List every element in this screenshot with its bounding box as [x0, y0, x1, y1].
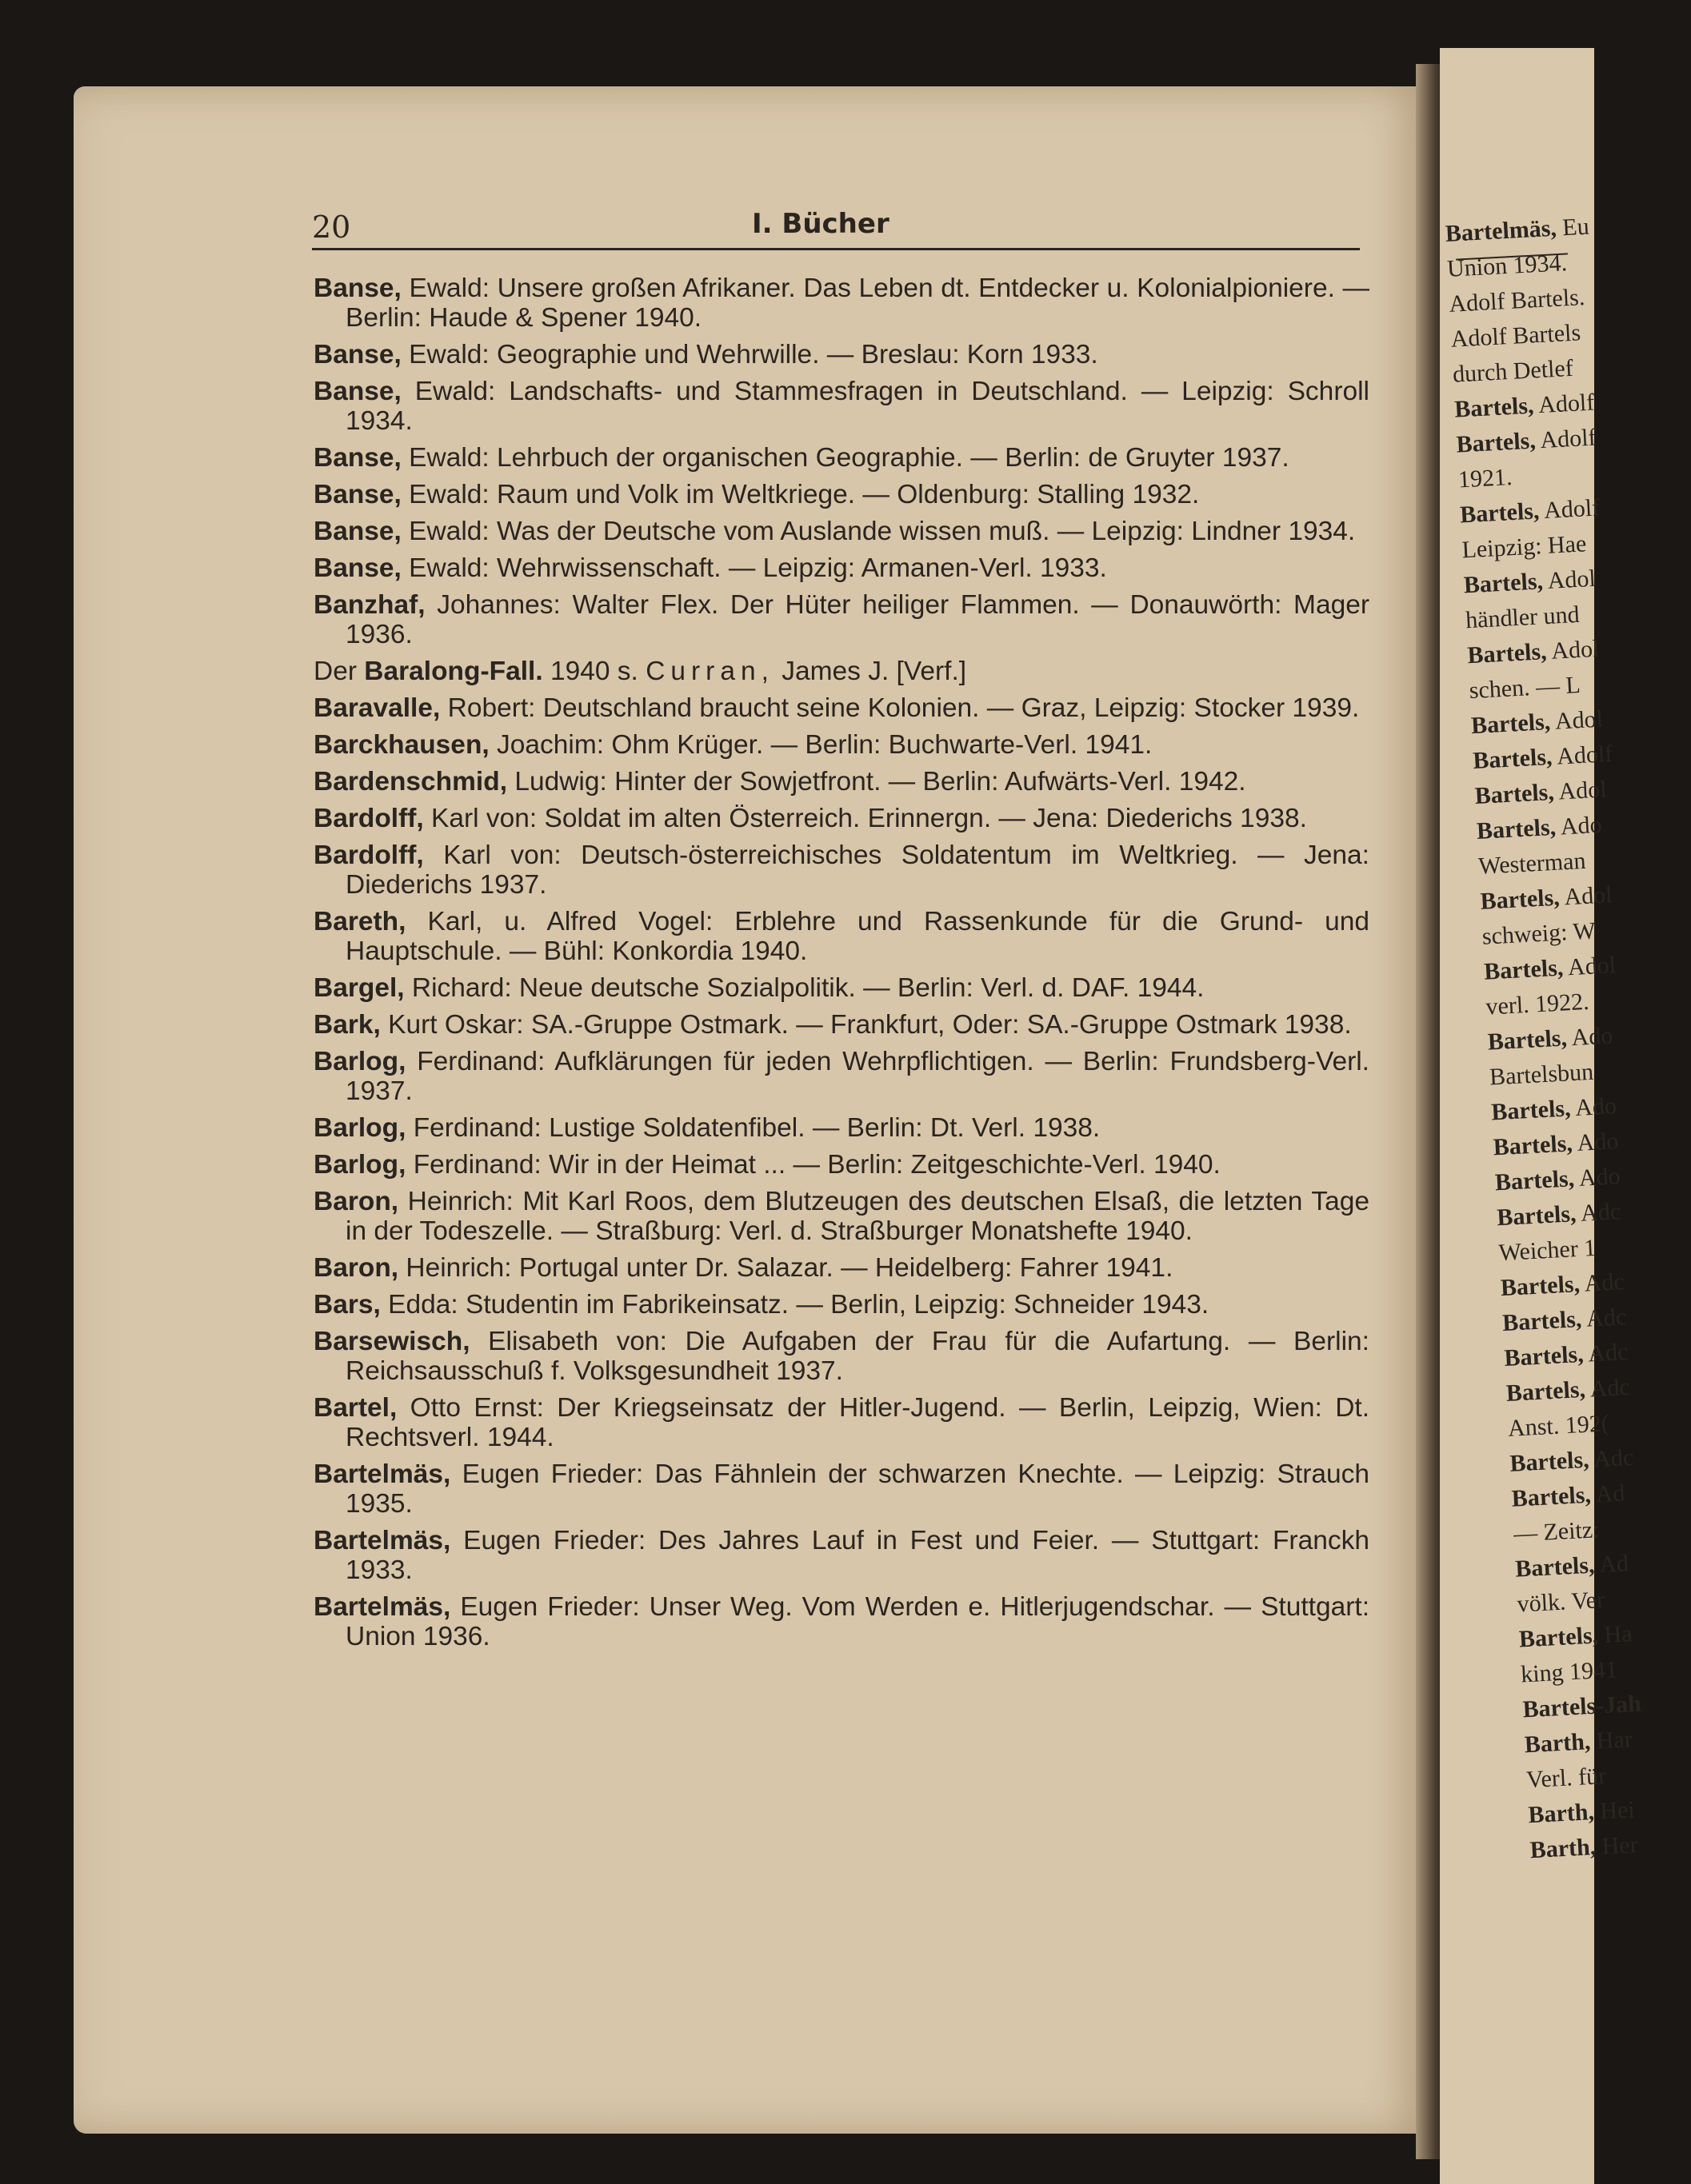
entry-reference-name: Curran,	[646, 657, 774, 686]
page-number: 20	[312, 210, 351, 245]
entry-author: Baravalle,	[314, 693, 441, 723]
right-entry-author: Bartels,	[1453, 392, 1535, 423]
entry-author: Banse,	[314, 553, 402, 583]
right-entry-text: Adol	[1558, 881, 1613, 911]
entry-text: Ewald: Geographie und Wehrwille. — Breslau: Korn 1933.	[401, 340, 1098, 369]
right-entry-text: Union 1934.	[1446, 250, 1568, 282]
right-entry-text: Anst. 192(	[1507, 1410, 1610, 1442]
right-page-entry	[1470, 705, 1632, 740]
entry-text: Ewald: Was der Deutsche vom Auslande wissen muß. — Leipzig: Lindner 1934.	[401, 517, 1356, 546]
right-entry-author: Bartels,	[1514, 1551, 1596, 1583]
right-entry-author: Bartels,	[1486, 1024, 1568, 1056]
right-entry-author: Bartels,	[1510, 1481, 1592, 1512]
entry-author: Bardolff,	[314, 804, 424, 833]
entry-author: Banse,	[314, 517, 402, 546]
page-header	[312, 206, 1360, 250]
right-page-entry	[1450, 317, 1612, 353]
right-book-page	[1440, 48, 1642, 2184]
entry-text: Eugen Frieder: Das Fähnlein der schwarzen Knechte. — Leipzig: Strauch 1935.	[346, 1459, 1369, 1519]
right-entry-author: Bartels,	[1503, 1340, 1585, 1372]
entry-author: Barlog,	[314, 1150, 406, 1180]
bibliography-entry	[314, 693, 1369, 723]
entry-text: 1940 s.	[542, 657, 646, 686]
right-entry-text: Adolf	[1534, 424, 1597, 454]
right-entry-text: Adc	[1579, 1268, 1625, 1297]
entry-text: Ewald: Unsere großen Afrikaner. Das Leben dt. Entdecker u. Kolonialpioniere. — Berlin: Haude & Spener 1940.	[346, 273, 1369, 333]
bibliography-entry	[314, 1592, 1369, 1651]
entry-author: Bareth,	[314, 907, 406, 936]
right-entry-text: händler und	[1465, 601, 1581, 634]
bibliography-entry	[314, 657, 1369, 686]
right-entry-text: Adol	[1553, 776, 1608, 805]
right-page-entry	[1463, 564, 1625, 599]
bibliography-entry	[314, 480, 1369, 509]
right-entry-text: Eu	[1555, 213, 1590, 242]
right-page-entry	[1461, 529, 1623, 564]
right-page-entry	[1445, 213, 1606, 248]
entry-author: Bartel,	[314, 1393, 398, 1423]
right-entry-text: Ado	[1573, 1163, 1621, 1192]
right-entry-text: verl. 1922.	[1485, 988, 1590, 1020]
right-entry-text: Adol	[1549, 705, 1604, 735]
right-entry-text: Weicher 1	[1497, 1234, 1597, 1267]
entry-text: Eugen Frieder: Des Jahres Lauf in Fest und Feier. — Stuttgart: Franckh 1933.	[346, 1526, 1369, 1585]
entry-text: Heinrich: Mit Karl Roos, dem Blutzeugen des deutschen Elsaß, die letzten Tage in der Todeszelle. — Straßburg: Verl. d. Straßburger Monatshefte 1940.	[346, 1187, 1369, 1246]
right-entry-author: Bartels,	[1494, 1165, 1575, 1196]
entry-author: Baralong-Fall.	[364, 657, 543, 686]
right-page-entry	[1480, 880, 1641, 915]
right-entry-text: Adol	[1545, 635, 1601, 665]
entry-author: Banzhaf,	[314, 590, 426, 620]
right-page-entry	[1457, 458, 1619, 493]
right-entry-author: Bartels,	[1466, 638, 1548, 669]
right-page-entry	[1454, 388, 1616, 423]
right-page-entry	[1498, 1232, 1660, 1267]
right-entry-text: Ad	[1589, 1479, 1626, 1508]
entry-author: Barckhausen,	[314, 730, 490, 760]
entry-text: Johannes: Walter Flex. Der Hüter heiliger Flammen. — Donauwörth: Mager 1936.	[346, 590, 1369, 649]
right-page-entry	[1518, 1618, 1680, 1653]
right-page-entry	[1501, 1302, 1663, 1337]
bibliography-entry	[314, 340, 1369, 369]
right-entry-text: schen. — L	[1468, 671, 1581, 705]
right-entry-text: Ado	[1555, 811, 1603, 840]
bibliography-entry	[314, 1150, 1369, 1180]
right-entry-text: Adol	[1562, 952, 1617, 981]
right-page-entry	[1528, 1794, 1689, 1829]
right-entry-text: king 1941	[1520, 1656, 1618, 1688]
bibliography-entry	[314, 1047, 1369, 1106]
right-entry-author: Barth,	[1529, 1833, 1597, 1864]
entry-text: Ewald: Lehrbuch der organischen Geographie. — Berlin: de Gruyter 1937.	[401, 443, 1289, 473]
right-entry-author: Bartels,	[1496, 1200, 1577, 1232]
right-page-entry	[1509, 1442, 1671, 1477]
bibliography-entry	[314, 1253, 1369, 1283]
right-entry-text: völk. Ver	[1516, 1586, 1605, 1618]
entry-text: Karl, u. Alfred Vogel: Erblehre und Rassenkunde für die Grund- und Hauptschule. — Bühl: Konkordia 1940.	[346, 907, 1369, 966]
right-page-entry	[1507, 1407, 1669, 1442]
entry-text: Karl von: Soldat im alten Österreich. Erinnergn. — Jena: Diederichs 1938.	[423, 804, 1307, 833]
entry-author: Barlog,	[314, 1113, 406, 1143]
entry-suffix: James J. [Verf.]	[774, 657, 967, 686]
right-entry-text: Adolf Bartels.	[1448, 283, 1586, 317]
right-page-entry	[1483, 950, 1645, 985]
right-page-entry	[1481, 915, 1643, 950]
entry-text: Kurt Oskar: SA.-Gruppe Ostmark. — Frankfurt, Oder: SA.-Gruppe Ostmark 1938.	[380, 1010, 1352, 1040]
right-entry-text: Adolf	[1538, 494, 1601, 525]
entry-text: Ewald: Raum und Volk im Weltkriege. — Oldenburg: Stalling 1932.	[401, 480, 1200, 509]
bibliography-entry	[314, 1393, 1369, 1452]
right-page-entry	[1469, 669, 1630, 705]
entry-text: Richard: Neue deutsche Sozialpolitik. — Berlin: Verl. d. DAF. 1944.	[404, 973, 1205, 1003]
right-page-entry	[1520, 1653, 1681, 1688]
bibliography-entry	[314, 1010, 1369, 1040]
right-page-entry	[1467, 634, 1629, 669]
right-entry-author: Bartels,	[1500, 1271, 1581, 1302]
right-entry-author: Barth,	[1524, 1728, 1592, 1759]
right-page-entry	[1522, 1688, 1684, 1723]
bibliography-entry	[314, 730, 1369, 760]
entry-text: Heinrich: Portugal unter Dr. Salazar. — Heidelberg: Fahrer 1941.	[398, 1253, 1173, 1283]
entry-author: Banse,	[314, 273, 402, 303]
right-page-entry	[1459, 493, 1621, 529]
right-entry-text: Adolf	[1551, 740, 1614, 770]
right-entry-author: Bartels,	[1455, 427, 1537, 458]
bibliography-entry	[314, 1113, 1369, 1143]
right-entry-author: Bartels,	[1473, 778, 1555, 809]
right-page-entry	[1449, 282, 1610, 317]
section-title: I. Bücher	[752, 208, 889, 240]
bibliography-entry	[314, 804, 1369, 833]
right-page-entries	[1445, 213, 1691, 1873]
right-entry-author: Bartels,	[1490, 1095, 1572, 1126]
entry-author: Barsewisch,	[314, 1327, 470, 1356]
entry-prefix: Der	[314, 657, 365, 686]
right-page-entry	[1452, 353, 1613, 388]
right-page-entry	[1476, 810, 1637, 845]
right-entry-author: Bartelmäs,	[1445, 214, 1557, 247]
bibliography-entry	[314, 907, 1369, 966]
entry-text: Edda: Studentin im Fabrikeinsatz. — Berlin, Leipzig: Schneider 1943.	[380, 1290, 1209, 1320]
right-entry-author: Bartels,	[1483, 954, 1565, 985]
right-entry-text: schweig: W	[1481, 917, 1597, 950]
right-page-entry	[1517, 1583, 1678, 1618]
right-entry-author: Bartels,	[1501, 1305, 1583, 1337]
right-entry-text: Westerman	[1477, 847, 1587, 880]
bibliography-entry	[314, 1290, 1369, 1320]
entry-text: Robert: Deutschland braucht seine Kolonien. — Graz, Leipzig: Stocker 1939.	[440, 693, 1360, 723]
right-page-entry	[1493, 1126, 1654, 1161]
right-page-entry	[1477, 844, 1639, 880]
bibliography-entry	[314, 377, 1369, 436]
entry-text: Ferdinand: Wir in der Heimat ... — Berlin: Zeitgeschichte-Verl. 1940.	[406, 1150, 1221, 1180]
bibliography-entry	[314, 840, 1369, 900]
entry-text: Joachim: Ohm Krüger. — Berlin: Buchwarte-Verl. 1941.	[489, 730, 1153, 760]
right-entry-author: Bartels,	[1463, 568, 1544, 599]
entry-text: Karl von: Deutsch-österreichisches Soldatentum im Weltkrieg. — Jena: Diederichs 1937.	[346, 840, 1369, 900]
right-entry-text: 1921.	[1457, 464, 1513, 493]
bibliography-entry	[314, 553, 1369, 583]
right-page-entry	[1524, 1723, 1685, 1759]
right-entry-text: Adc	[1575, 1198, 1621, 1228]
right-page-entry	[1465, 599, 1626, 634]
right-entry-author: Bartels,	[1479, 884, 1561, 915]
right-entry-text: Leipzig: Hae	[1461, 530, 1588, 564]
right-entry-author: Bartels,	[1476, 813, 1557, 844]
bibliography-entry	[314, 273, 1369, 333]
entry-author: Banse,	[314, 480, 402, 509]
right-page-entry	[1504, 1337, 1665, 1372]
bibliography-entry	[314, 443, 1369, 473]
right-page-entry	[1489, 1056, 1650, 1091]
right-page-entry	[1491, 1091, 1653, 1126]
entry-text: Otto Ernst: Der Kriegseinsatz der Hitler-Jugend. — Berlin, Leipzig, Wien: Dt. Rechtsverl. 1944.	[346, 1393, 1369, 1452]
right-entry-text: Adolf Bartels	[1449, 319, 1581, 353]
entry-text: Ludwig: Hinter der Sowjetfront. — Berlin: Aufwärts-Verl. 1942.	[507, 767, 1246, 797]
right-page-entry	[1500, 1267, 1661, 1302]
right-page-entry	[1525, 1759, 1687, 1794]
right-page-entry	[1505, 1372, 1667, 1407]
entry-author: Banse,	[314, 340, 402, 369]
entry-author: Baron,	[314, 1187, 399, 1216]
bibliography-entry	[314, 1459, 1369, 1519]
bibliography-entry	[314, 767, 1369, 797]
right-page-entry	[1494, 1161, 1656, 1196]
right-entry-text: Ado	[1569, 1092, 1617, 1122]
bibliography-entry	[314, 1327, 1369, 1386]
right-page-entry	[1485, 985, 1647, 1020]
entry-author: Bardolff,	[314, 840, 424, 870]
bibliography-entry	[314, 590, 1369, 649]
right-page-entry	[1515, 1547, 1677, 1583]
right-entry-author: Bartels,	[1509, 1446, 1590, 1477]
right-entry-author: Bartels,	[1472, 743, 1553, 775]
entry-text: Elisabeth von: Die Aufgaben der Frau für die Aufartung. — Berlin: Reichsausschuß f. Volksgesundheit 1937.	[346, 1327, 1369, 1386]
bibliography-entry	[314, 517, 1369, 546]
right-entry-author: Bartels,	[1492, 1130, 1573, 1161]
entry-author: Bartelmäs,	[314, 1459, 451, 1489]
right-entry-text: Ado	[1571, 1128, 1620, 1157]
bibliography-entry	[314, 1187, 1369, 1246]
entry-text: Ewald: Landschafts- und Stammesfragen in Deutschland. — Leipzig: Schroll 1934.	[346, 377, 1369, 436]
entry-author: Banse,	[314, 443, 402, 473]
bibliography-entry	[314, 973, 1369, 1003]
right-page-entry	[1446, 247, 1608, 282]
entry-author: Barlog,	[314, 1047, 406, 1076]
right-page-entry	[1473, 740, 1634, 775]
entry-author: Baron,	[314, 1253, 399, 1283]
right-page-entry	[1496, 1196, 1657, 1232]
bibliography-entry	[314, 1526, 1369, 1585]
entry-author: Bargel,	[314, 973, 405, 1003]
right-page-entry	[1456, 423, 1617, 458]
right-entry-text: Har	[1589, 1726, 1633, 1755]
entry-author: Banse,	[314, 377, 402, 406]
right-entry-author: Bartels,	[1518, 1622, 1599, 1653]
entry-author: Bartelmäs,	[314, 1526, 451, 1555]
right-page-entry	[1511, 1477, 1673, 1512]
right-entry-text: Hei	[1593, 1796, 1636, 1825]
right-entry-text: Adolf	[1533, 389, 1595, 419]
right-page-entry	[1487, 1020, 1649, 1056]
right-entry-text: durch Detlef	[1452, 354, 1574, 388]
right-entry-author: Bartels,	[1470, 708, 1551, 740]
right-entry-text: Adc	[1581, 1304, 1627, 1332]
entry-author: Bars,	[314, 1290, 381, 1320]
right-page-entry	[1529, 1829, 1691, 1864]
right-entry-text: — Zeitz:	[1513, 1516, 1601, 1547]
entry-text: Ferdinand: Aufklärungen für jeden Wehrpflichtigen. — Berlin: Frundsberg-Verl. 1937.	[346, 1047, 1369, 1106]
right-entry-text: Adc	[1584, 1373, 1631, 1403]
right-entry-text: Verl. für	[1525, 1763, 1607, 1794]
right-entry-text: Ha	[1597, 1620, 1633, 1649]
right-page-entry	[1513, 1512, 1674, 1547]
right-entry-author: Bartels,	[1505, 1375, 1586, 1407]
entry-text: Eugen Frieder: Unser Weg. Vom Werden e. Hitlerjugendschar. — Stuttgart: Union 1936.	[346, 1592, 1369, 1651]
right-entry-text: Adol	[1542, 565, 1597, 595]
right-page-entry	[1474, 775, 1636, 810]
right-entry-text: Adc	[1582, 1338, 1629, 1367]
right-entry-author: Bartels,	[1459, 497, 1541, 529]
right-entry-text: Adc	[1588, 1443, 1635, 1473]
right-entry-text: Ado	[1565, 1022, 1614, 1052]
right-entry-text: Bartelsbun	[1489, 1058, 1594, 1091]
entry-author: Bartelmäs,	[314, 1592, 451, 1622]
entry-text: Ewald: Wehrwissenschaft. — Leipzig: Armanen-Verl. 1933.	[401, 553, 1107, 583]
right-entry-author: Barth,	[1527, 1798, 1595, 1829]
right-entry-author: Bartels-Jah	[1521, 1690, 1642, 1723]
entry-text: Ferdinand: Lustige Soldatenfibel. — Berlin: Dt. Verl. 1938.	[406, 1113, 1101, 1143]
bibliography-list	[314, 273, 1369, 1659]
entry-author: Bark,	[314, 1010, 381, 1040]
entry-author: Bardenschmid,	[314, 767, 508, 797]
right-entry-text: Her	[1595, 1831, 1639, 1860]
right-entry-text: Ad	[1593, 1550, 1629, 1579]
